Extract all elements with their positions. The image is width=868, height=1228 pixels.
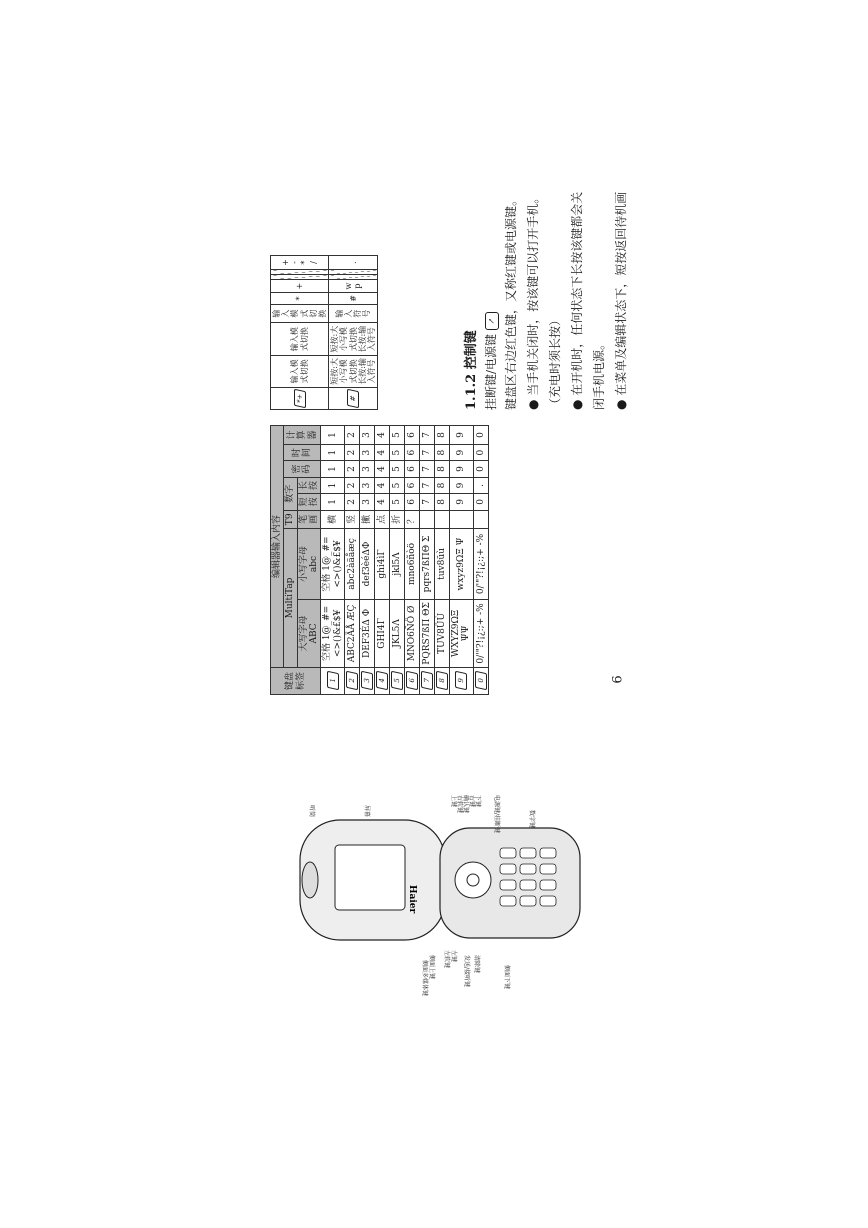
control-key-cell <box>271 388 329 410</box>
label-screen: 屏幕 <box>363 805 370 818</box>
short-cell: 3 <box>360 494 375 510</box>
lower-cell: mno6ñòö <box>405 529 420 600</box>
table-row <box>329 256 378 410</box>
calc-cell: 8 <box>435 426 450 445</box>
col-digit: 数字 <box>284 477 297 510</box>
label-clear: 清除键 <box>473 955 480 974</box>
upper-cell: GHI4Γ <box>375 599 390 667</box>
short-cell: 7 <box>420 494 435 510</box>
table-row <box>375 426 390 695</box>
long-cell: 1 <box>321 477 345 493</box>
col-calc: 计算器 <box>284 426 321 445</box>
label-up: 上键 <box>450 795 457 808</box>
time-cell: 0 <box>473 444 488 460</box>
pwd-cell: 2 <box>345 461 360 477</box>
table-row <box>345 426 360 695</box>
calc-cell: 3 <box>360 426 375 445</box>
upper-cell: TUV8ÜÙ <box>435 599 450 667</box>
lower-cell: 空格 1@_#= <>()&£$¥ <box>321 529 345 600</box>
short-cell: 6 <box>405 494 420 510</box>
label-down: 下键 <box>474 795 481 808</box>
col-key-header: 键盘标签 <box>271 667 321 694</box>
empty-cell <box>271 270 329 275</box>
phone-diagram <box>280 790 590 1010</box>
pwd-cell: 8 <box>435 461 450 477</box>
t9-cell: 折 <box>390 510 405 528</box>
time-cell: 9 <box>450 444 474 460</box>
label-earpiece: 听筒 <box>308 805 315 818</box>
input-table <box>270 425 489 695</box>
label-number: 数字键 <box>528 810 535 829</box>
label-side-up: 侧面上键 <box>428 955 435 980</box>
t9-cell <box>435 510 450 528</box>
bullet-2: ● 在开机时，任何状态下长按该键都会关 <box>570 191 584 410</box>
pwd-cell: 7 <box>420 461 435 477</box>
brand-logo: Haier <box>407 885 417 914</box>
calc-cell: 7 <box>420 426 435 445</box>
value-cell: . <box>329 256 378 270</box>
table-row <box>450 426 474 695</box>
time-cell: 4 <box>375 444 390 460</box>
value-cell: * <box>271 293 329 305</box>
calc-cell: 4 <box>375 426 390 445</box>
upper-cell: 空格 1@_#= <>()&£$¥ <box>321 599 345 667</box>
value-cell: + <box>271 280 329 293</box>
pwd-cell: 1 <box>321 461 345 477</box>
calc-cell: 5 <box>390 426 405 445</box>
short-cell: 5 <box>390 494 405 510</box>
time-cell: 7 <box>420 444 435 460</box>
col-short: 短按 <box>297 494 321 510</box>
keypad-key-icon: 6 <box>406 671 418 691</box>
long-cell: 4 <box>375 477 390 493</box>
t9-cell: 竖 <box>345 510 360 528</box>
label-side-multi: 侧面多媒体键 <box>421 960 428 997</box>
col-upper: 大写字母 ABC <box>297 599 321 667</box>
long-cell: 7 <box>420 477 435 493</box>
col-t9: T9 <box>284 510 297 528</box>
long-cell: . <box>473 477 488 493</box>
empty-cell <box>329 275 378 280</box>
long-cell: 5 <box>390 477 405 493</box>
col-t9-sub: 笔画 <box>297 510 321 528</box>
bullet-3: ● 在菜单及编辑状态下，短按返回待机画 <box>614 191 628 410</box>
bullet-1: ● 当手机关闭时，按该键可以打开手机。 <box>526 191 540 410</box>
upper-cell: DEF3ÉΔ Φ <box>360 599 375 667</box>
empty-cell <box>329 270 378 275</box>
page-number: 6 <box>610 675 626 684</box>
table-title: 编辑器输入内容 <box>271 426 284 668</box>
long-cell: 3 <box>360 477 375 493</box>
key-cell <box>405 667 420 694</box>
key-cell <box>360 667 375 694</box>
lower-cell: jkl5Λ <box>390 529 405 600</box>
keypad-key-icon: 1 <box>327 671 339 691</box>
label-confirm: 确认键 <box>462 795 469 814</box>
value-cell: 输入符号 <box>329 304 378 323</box>
control-key-cell <box>329 388 378 410</box>
para-charge-note: （充电时须长按） <box>548 313 562 410</box>
t9-cell <box>473 510 488 528</box>
para-end-key-desc: 键盘区右边红色键，又称红键或电源键。 <box>504 193 518 410</box>
value-cell: 输入模式切换 <box>271 323 329 355</box>
pwd-cell: 4 <box>375 461 390 477</box>
value-cell: w p <box>329 280 378 293</box>
keypad-key-icon: 9 <box>455 671 467 691</box>
upper-cell: JKL5Λ <box>390 599 405 667</box>
short-cell: 0 <box>473 494 488 510</box>
short-cell: 8 <box>435 494 450 510</box>
calc-cell: 1 <box>321 426 345 445</box>
lower-cell: wxyz9ΩΞ Ψ <box>450 529 474 600</box>
keypad-key-icon: 4 <box>376 671 388 691</box>
calc-cell: 2 <box>345 426 360 445</box>
keypad-key-icon: 2 <box>346 671 358 691</box>
long-cell: 9 <box>450 477 474 493</box>
lower-cell: tuv8üù <box>435 529 450 600</box>
upper-cell: WXYZ9ΩΞ ΨΨ <box>450 599 474 667</box>
t9-cell: 撇 <box>360 510 375 528</box>
table-row <box>420 426 435 695</box>
label-side-down: 侧面下键 <box>503 965 510 990</box>
para-power-off: 闭手机电源。 <box>592 337 606 410</box>
key-cell <box>435 667 450 694</box>
value-cell: + - * / <box>271 256 329 270</box>
long-cell: 6 <box>405 477 420 493</box>
time-cell: 1 <box>321 444 345 460</box>
lower-cell: pqrs7ßΠΘ Σ <box>420 529 435 600</box>
short-cell: 1 <box>321 494 345 510</box>
calc-cell: 9 <box>450 426 474 445</box>
table-row <box>321 426 345 695</box>
col-multitap: MultiTap <box>284 529 297 668</box>
long-cell: 8 <box>435 477 450 493</box>
upper-cell: PQRS7ßΠ ΘΣ <box>420 599 435 667</box>
upper-cell: ABC2ÄÅ ÆÇ <box>345 599 360 667</box>
col-long: 长按 <box>297 477 321 493</box>
short-cell: 9 <box>450 494 474 510</box>
table-row <box>390 426 405 695</box>
earpiece-icon <box>302 862 318 898</box>
label-left-soft: 左软键 <box>443 950 450 969</box>
value-cell: 输入模式切换 <box>271 355 329 387</box>
upper-cell: 0/'"?!¡¿:;+ -% <box>473 599 488 667</box>
table-row <box>435 426 450 695</box>
control-key-icon: *+ <box>294 389 306 409</box>
control-key-icon: # <box>347 389 359 409</box>
phone-body <box>300 820 580 940</box>
value-cell: 短按:大小写模式切换 长按:输入符号 <box>329 355 378 387</box>
keypad-key-icon: 3 <box>361 671 373 691</box>
pwd-cell: 3 <box>360 461 375 477</box>
key-cell <box>390 667 405 694</box>
lower-cell: def3èéΔΦ <box>360 529 375 600</box>
label-right-soft: 右软键 <box>456 795 463 814</box>
key-cell <box>321 667 345 694</box>
empty-cell <box>271 275 329 280</box>
page-content <box>270 175 628 695</box>
col-lower: 小写字母 abc <box>297 529 321 600</box>
time-cell: 2 <box>345 444 360 460</box>
value-cell: 短按:大小写模式切换 长按:输入符号 <box>329 323 378 355</box>
keypad-key-icon: 5 <box>391 671 403 691</box>
time-cell: 3 <box>360 444 375 460</box>
label-end: 电源键/挂断键 <box>493 795 500 834</box>
lower-cell: abc2àäåæç <box>345 529 360 600</box>
section-title: 1.1.2 控制键 <box>464 330 479 410</box>
keypad-key-icon: 7 <box>421 671 433 691</box>
t9-cell: 点 <box>375 510 390 528</box>
table-row <box>360 426 375 695</box>
pwd-cell: 9 <box>450 461 474 477</box>
keypad-key-icon: 0 <box>475 671 487 691</box>
end-key-icon: ↗ <box>485 312 499 330</box>
time-cell: 8 <box>435 444 450 460</box>
col-pwd: 密码 <box>284 461 321 477</box>
pwd-cell: 5 <box>390 461 405 477</box>
para-end-key: 挂断键/电源键 ↗ <box>482 312 499 410</box>
key-cell <box>420 667 435 694</box>
table-row <box>405 426 420 695</box>
calc-cell: 0 <box>473 426 488 445</box>
value-cell: 输入模式切换 <box>271 304 329 323</box>
key-cell <box>473 667 488 694</box>
calc-cell: 6 <box>405 426 420 445</box>
key-cell <box>375 667 390 694</box>
label-send: 发送/接听键 <box>463 955 470 988</box>
control-key-table <box>270 255 378 410</box>
long-cell: 2 <box>345 477 360 493</box>
key-cell <box>345 667 360 694</box>
t9-cell <box>450 510 474 528</box>
table-row <box>271 256 329 410</box>
key-cell <box>450 667 474 694</box>
keypad-key-icon: 8 <box>436 671 448 691</box>
short-cell: 2 <box>345 494 360 510</box>
short-cell: 4 <box>375 494 390 510</box>
time-cell: 5 <box>390 444 405 460</box>
label-left: 左键 <box>450 950 457 963</box>
value-cell: # <box>329 293 378 305</box>
pwd-cell: 6 <box>405 461 420 477</box>
col-time: 时间 <box>284 444 321 460</box>
table-row <box>473 426 488 695</box>
lower-cell: ghi4ìΓ <box>375 529 390 600</box>
label-right: 右键 <box>468 795 475 808</box>
t9-cell: ？ <box>405 510 420 528</box>
t9-cell <box>420 510 435 528</box>
time-cell: 6 <box>405 444 420 460</box>
pwd-cell: 0 <box>473 461 488 477</box>
lower-cell: 0/'"?!¡¿:;+ -% <box>473 529 488 600</box>
t9-cell: 横 <box>321 510 345 528</box>
upper-cell: MNO6ÑÖ Ø <box>405 599 420 667</box>
